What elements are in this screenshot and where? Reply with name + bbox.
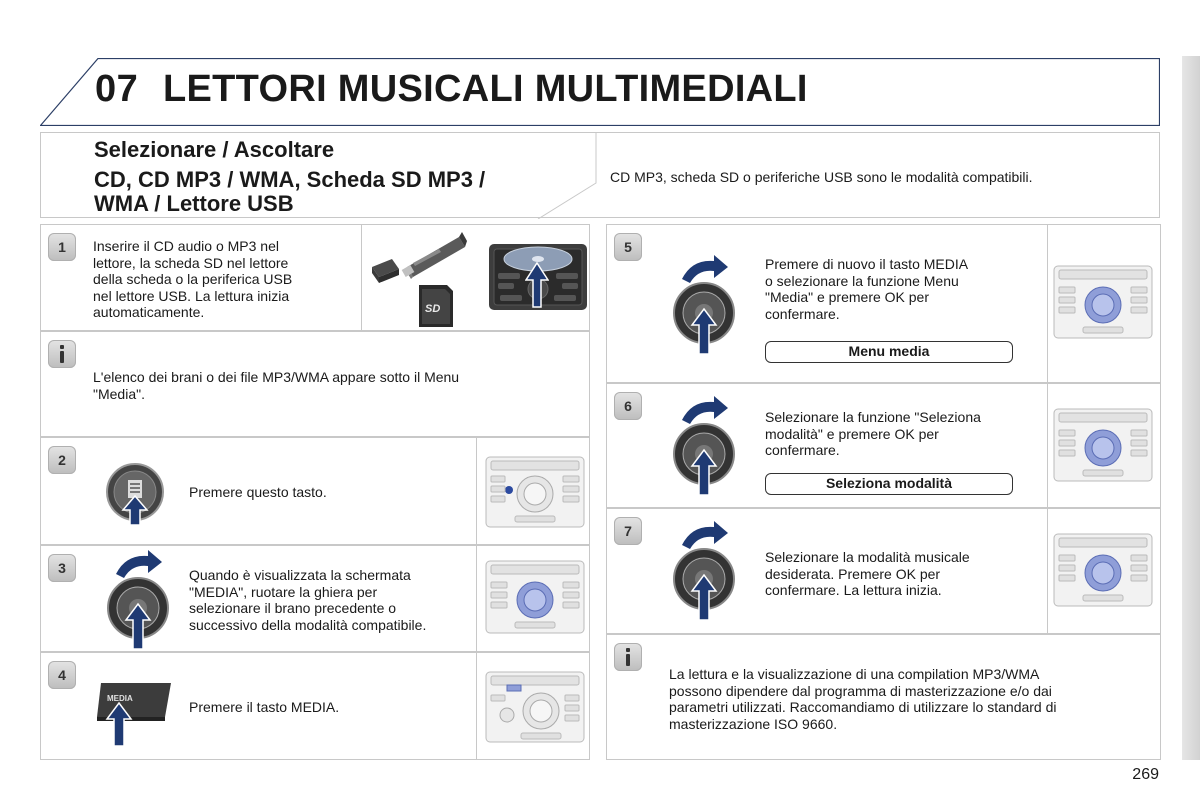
info-note-1-box	[40, 331, 590, 437]
insert-arrow-icon	[525, 262, 549, 308]
info-icon	[48, 340, 76, 368]
info-note-2-box	[606, 634, 1161, 760]
step-number-badge: 5	[614, 233, 642, 261]
step-text: Inserire il CD audio o MP3 nel lettore, la scheda SD nel lettore della scheda o la periferica USB nel lettore USB. La lettura inizia automaticamente.	[93, 238, 293, 320]
step-text: Selezionare la modalità musicale desiderata. Premere OK per confermare. La lettura inizia.	[765, 549, 970, 598]
media-round-button-icon	[105, 462, 165, 526]
chapter-number: 07	[95, 68, 139, 110]
chapter-title: LETTORI MUSICALI MULTIMEDIALI	[163, 68, 808, 110]
radio-panel-illustration	[1053, 265, 1153, 339]
step-4-box	[40, 652, 590, 760]
intro-divider	[536, 133, 598, 219]
radio-panel-illustration	[485, 456, 585, 528]
step-number-badge: 1	[48, 233, 76, 261]
info-note-text: La lettura e la visualizzazione di una compilation MP3/WMA possono dipendere dal programma di masterizzazione e/o dai parametri utilizzati. Raccomandiamo di utilizzare lo standard di masterizzazione ISO 9660.	[669, 666, 1057, 732]
step-text: Premere questo tasto.	[189, 484, 327, 500]
step-text: Selezionare la funzione "Seleziona modalità" e premere OK per confermare.	[765, 409, 981, 458]
radio-panel-illustration	[485, 671, 585, 743]
usb-sd-illustration	[367, 227, 485, 329]
svg-text:MEDIA: MEDIA	[107, 694, 133, 703]
select-mode-label: Seleziona modalità	[765, 473, 1013, 495]
section-subtitle-line3: WMA / Lettore USB	[94, 191, 294, 216]
rotate-knob-icon	[104, 546, 172, 650]
step-text: Premere il tasto MEDIA.	[189, 699, 340, 715]
step-number-badge: 7	[614, 517, 642, 545]
step-text: Premere di nuovo il tasto MEDIA o selezionare la funzione Menu "Media" e premere OK per confermare.	[765, 256, 969, 322]
rotate-knob-icon	[670, 390, 738, 496]
compatibility-text: CD MP3, scheda SD o periferiche USB sono le modalità compatibili.	[610, 169, 1033, 185]
step-2-box	[40, 437, 590, 545]
step-7-box	[606, 508, 1161, 634]
sd-card-icon	[419, 285, 453, 327]
side-tab	[1182, 56, 1200, 760]
step-number-badge: 2	[48, 446, 76, 474]
step-1-box	[40, 224, 590, 331]
rotate-knob-icon	[670, 515, 738, 621]
step-5-box	[606, 224, 1161, 383]
section-subtitle-line2: CD, CD MP3 / WMA, Scheda SD MP3 /	[94, 167, 486, 192]
section-subtitle: Selezionare / Ascoltare	[94, 137, 335, 162]
rotate-knob-icon	[670, 249, 738, 355]
page-number: 269	[1132, 766, 1159, 783]
step-number-badge: 4	[48, 661, 76, 689]
step-text: Quando è visualizzata la schermata "MEDIA", ruotare la ghiera per selezionare il brano precedente o successivo della modalità compatibile.	[189, 567, 427, 633]
info-icon	[614, 643, 642, 671]
radio-panel-illustration	[1053, 533, 1153, 607]
radio-panel-illustration	[1053, 408, 1153, 482]
menu-media-label: Menu media	[765, 341, 1013, 363]
media-key-icon	[95, 679, 171, 747]
usb-stick-icon	[402, 232, 467, 279]
info-note-text: L'elenco dei brani o dei file MP3/WMA appare sotto il Menu "Media".	[93, 369, 460, 402]
step-number-badge: 6	[614, 392, 642, 420]
svg-text:SD: SD	[425, 303, 441, 315]
step-3-box	[40, 545, 590, 652]
step-number-badge: 3	[48, 554, 76, 582]
radio-panel-illustration	[485, 560, 585, 634]
usb-adapter-icon	[372, 259, 399, 283]
step-6-box	[606, 383, 1161, 508]
intro-box	[40, 132, 1160, 218]
